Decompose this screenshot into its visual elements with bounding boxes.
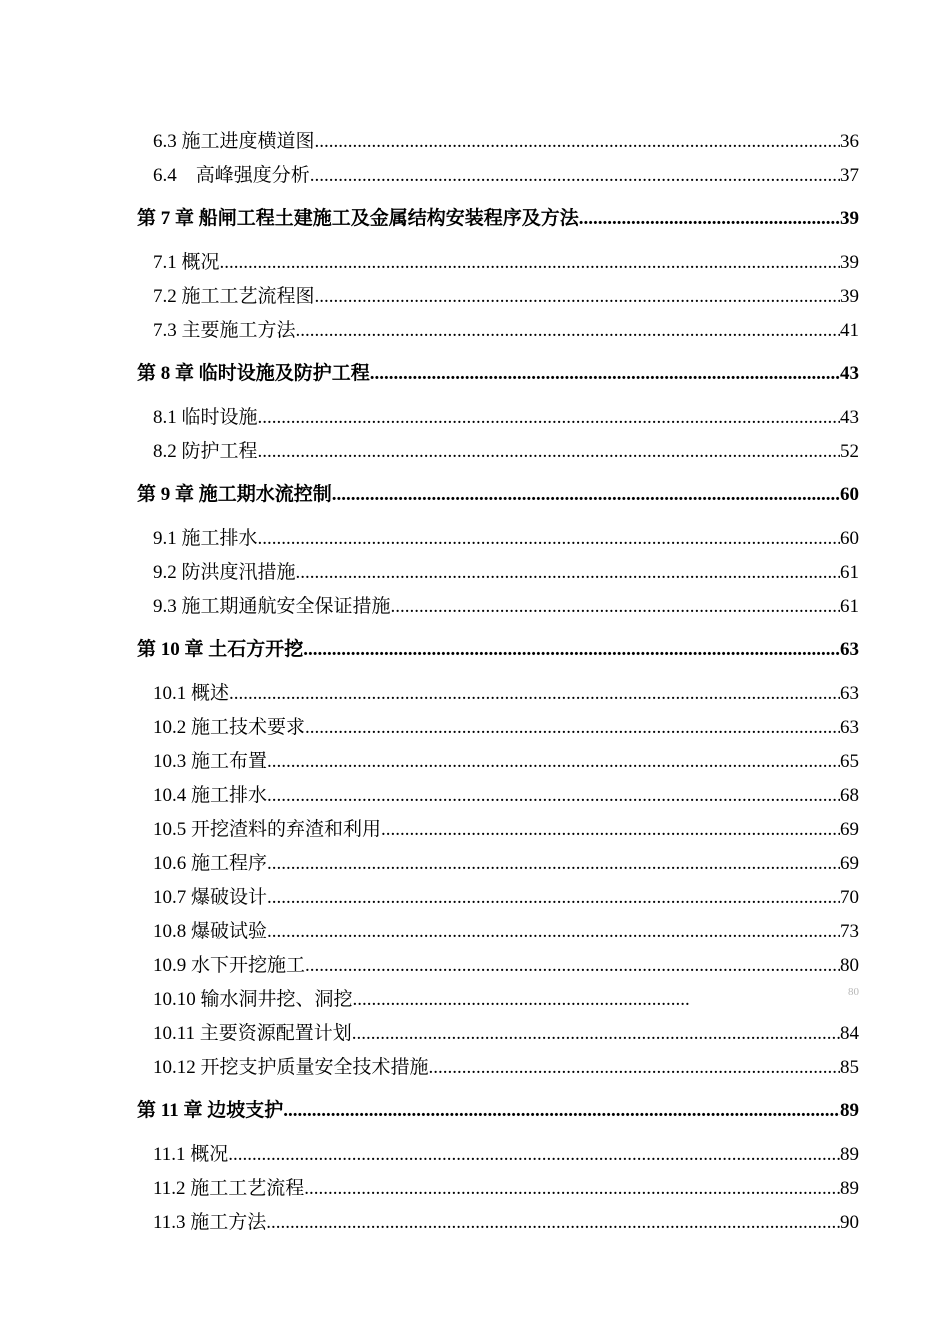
toc-page-number: 89 — [840, 1144, 859, 1165]
toc-entry[interactable] — [153, 161, 859, 191]
toc-page-number: 65 — [840, 751, 859, 772]
toc-entry-title: 8.1 临时设施 — [153, 407, 258, 428]
dot-leader — [429, 1053, 840, 1083]
toc-entry-title: 10.5 开挖渣料的弃渣和利用 — [153, 819, 382, 840]
dot-leader — [315, 282, 840, 312]
toc-page-number: 85 — [840, 1057, 859, 1078]
toc-entry-title: 10.10 输水洞井挖、洞挖 — [153, 989, 353, 1010]
toc-entry[interactable] — [153, 917, 859, 947]
toc-chapter-entry[interactable] — [137, 635, 859, 665]
toc-page-number: 60 — [840, 484, 859, 505]
toc-entry[interactable] — [153, 437, 859, 467]
dot-leader — [353, 985, 691, 1015]
dot-leader — [267, 849, 840, 879]
toc-entry[interactable] — [153, 127, 859, 157]
toc-chapter-entry[interactable] — [137, 480, 859, 510]
toc-entry[interactable] — [153, 1053, 859, 1083]
dot-leader — [305, 951, 840, 981]
dot-leader — [267, 883, 840, 913]
toc-entry[interactable] — [153, 403, 859, 433]
dot-leader — [304, 1174, 840, 1204]
toc-entry-title: 10.1 概述 — [153, 683, 230, 704]
toc-entry[interactable] — [153, 781, 859, 811]
toc-page-number: 39 — [840, 208, 859, 229]
dot-leader — [267, 917, 840, 947]
toc-entry-title: 11.3 施工方法 — [153, 1212, 267, 1233]
toc-page-number: 60 — [840, 528, 859, 549]
toc-entry[interactable] — [153, 985, 859, 1015]
toc-entry[interactable] — [153, 248, 859, 278]
toc-page-number: 90 — [840, 1212, 859, 1233]
toc-page-number: 63 — [840, 683, 859, 704]
toc-entry[interactable] — [153, 558, 859, 588]
toc-chapter-title: 第 11 章 边坡支护 — [137, 1100, 284, 1121]
toc-page-number: 69 — [840, 819, 859, 840]
toc-entry-title: 7.3 主要施工方法 — [153, 320, 296, 341]
toc-page-number: 43 — [840, 363, 859, 384]
toc-entry-title: 9.3 施工期通航安全保证措施 — [153, 596, 391, 617]
dot-leader — [283, 1096, 840, 1126]
toc-page-number: 63 — [840, 639, 859, 660]
toc-entry[interactable] — [153, 849, 859, 879]
dot-leader — [303, 635, 840, 665]
toc-page-number: 36 — [840, 131, 859, 152]
toc-entry-title: 7.1 概况 — [153, 252, 220, 273]
toc-entry[interactable] — [153, 679, 859, 709]
dot-leader — [381, 815, 840, 845]
toc-entry[interactable] — [153, 1140, 859, 1170]
toc-page-number: 80 — [840, 955, 859, 976]
toc-page-number: 52 — [840, 441, 859, 462]
toc-chapter-title: 第 9 章 施工期水流控制 — [137, 484, 332, 505]
toc-page-number: 63 — [840, 717, 859, 738]
dot-leader — [266, 1208, 840, 1238]
toc-entry[interactable] — [153, 282, 859, 312]
toc-page-number: 70 — [840, 887, 859, 908]
toc-chapter-entry[interactable] — [137, 204, 859, 234]
dot-leader — [258, 524, 840, 554]
dot-leader — [391, 592, 840, 622]
toc-page-number: 73 — [840, 921, 859, 942]
toc-entry[interactable] — [153, 524, 859, 554]
toc-entry[interactable] — [153, 1019, 859, 1049]
toc-entry-title: 10.9 水下开挖施工 — [153, 955, 306, 976]
toc-entry-title: 10.2 施工技术要求 — [153, 717, 306, 738]
dot-leader — [296, 316, 840, 346]
toc-chapter-entry[interactable] — [137, 1096, 859, 1126]
toc-entry-title: 8.2 防护工程 — [153, 441, 258, 462]
toc-page-number: 89 — [840, 1178, 859, 1199]
toc-entry-title: 6.3 施工进度横道图 — [153, 131, 315, 152]
dot-leader — [579, 204, 840, 234]
toc-entry[interactable] — [153, 747, 859, 777]
toc-entry-title: 6.4 高峰强度分析 — [153, 165, 310, 186]
dot-leader — [267, 781, 840, 811]
toc-entry-title: 9.2 防洪度汛措施 — [153, 562, 296, 583]
dot-leader — [332, 480, 840, 510]
toc-entry-title: 10.11 主要资源配置计划 — [153, 1023, 352, 1044]
toc-entry-title: 10.7 爆破设计 — [153, 887, 268, 908]
dot-leader — [296, 558, 840, 588]
toc-chapter-title: 第 8 章 临时设施及防护工程 — [137, 363, 370, 384]
toc-page-number: 80 — [848, 986, 859, 998]
toc-page-number: 68 — [840, 785, 859, 806]
toc-entry-title: 10.3 施工布置 — [153, 751, 268, 772]
toc-chapter-title: 第 10 章 土石方开挖 — [137, 639, 304, 660]
toc-chapter-title: 第 7 章 船闸工程土建施工及金属结构安装程序及方法 — [137, 208, 579, 229]
toc-page-number: 37 — [840, 165, 859, 186]
toc-chapter-entry[interactable] — [137, 359, 859, 389]
toc-entry[interactable] — [153, 883, 859, 913]
toc-entry[interactable] — [153, 316, 859, 346]
toc-entry-title: 10.6 施工程序 — [153, 853, 268, 874]
toc-entry-title: 10.4 施工排水 — [153, 785, 268, 806]
dot-leader — [315, 127, 840, 157]
toc-entry-title: 7.2 施工工艺流程图 — [153, 286, 315, 307]
toc-entry[interactable] — [153, 951, 859, 981]
dot-leader — [267, 747, 840, 777]
toc-entry[interactable] — [153, 1208, 859, 1238]
dot-leader — [220, 248, 840, 278]
toc-page-number: 61 — [840, 562, 859, 583]
toc-page-number: 43 — [840, 407, 859, 428]
dot-leader — [310, 161, 840, 191]
toc-page-number: 41 — [840, 320, 859, 341]
toc-entry[interactable] — [153, 592, 859, 622]
toc-entry[interactable] — [153, 1174, 859, 1204]
toc-page-number: 84 — [840, 1023, 859, 1044]
toc-page-number: 89 — [840, 1100, 859, 1121]
dot-leader — [352, 1019, 840, 1049]
toc-page-number: 39 — [840, 252, 859, 273]
toc-page-number: 69 — [840, 853, 859, 874]
toc-entry-title: 11.2 施工工艺流程 — [153, 1178, 305, 1199]
toc-entry-title: 10.8 爆破试验 — [153, 921, 268, 942]
toc-page-number: 39 — [840, 286, 859, 307]
toc-entry-title: 11.1 概况 — [153, 1144, 229, 1165]
dot-leader — [229, 679, 840, 709]
toc-page-number: 61 — [840, 596, 859, 617]
dot-leader — [258, 403, 840, 433]
dot-leader — [370, 359, 840, 389]
toc-entry[interactable] — [153, 815, 859, 845]
toc-entry-title: 10.12 开挖支护质量安全技术措施 — [153, 1057, 429, 1078]
dot-leader — [228, 1140, 840, 1170]
toc-entry-title: 9.1 施工排水 — [153, 528, 258, 549]
dot-leader — [258, 437, 840, 467]
dot-leader — [305, 713, 840, 743]
toc-entry[interactable] — [153, 713, 859, 743]
